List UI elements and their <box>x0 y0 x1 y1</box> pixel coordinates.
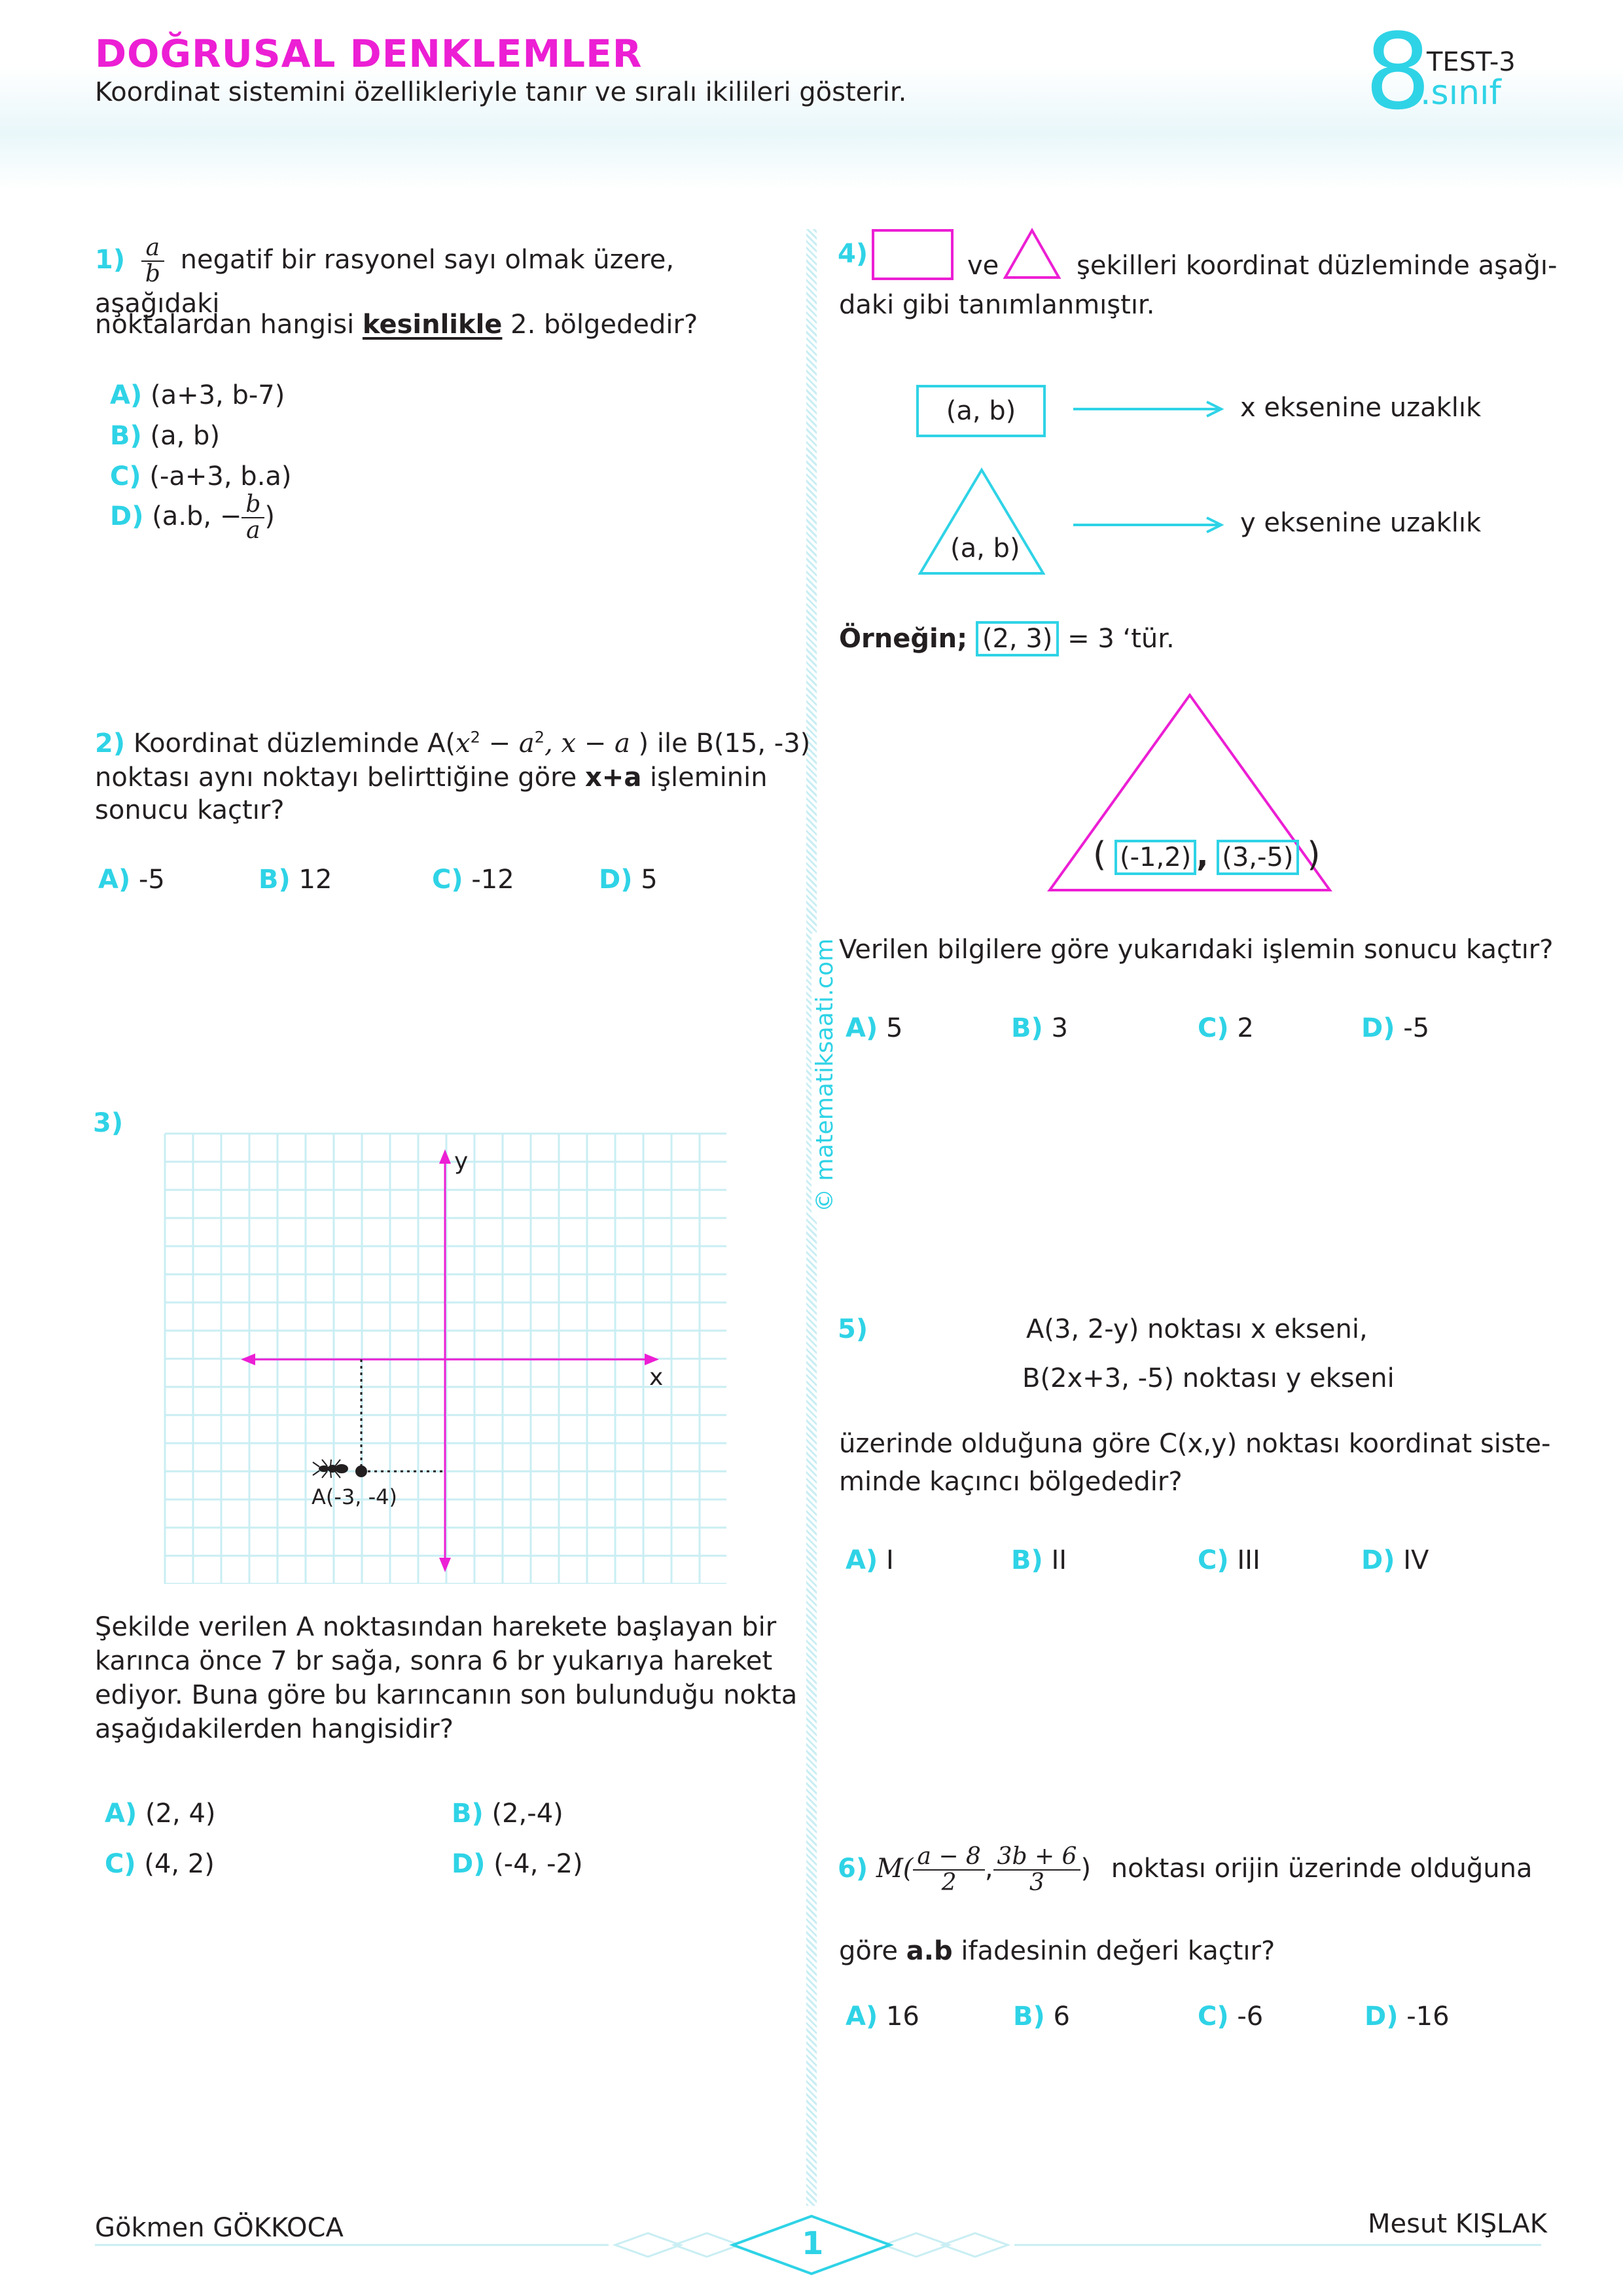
question-2-line2: noktası aynı noktayı belirttiğine göre x+a işleminin <box>95 762 768 793</box>
triangle-meaning: y eksenine uzaklık <box>1240 508 1482 538</box>
rectangle-shape-icon <box>872 229 954 280</box>
coordinate-grid <box>164 1126 726 1584</box>
emphasis-word: kesinlikle <box>362 310 503 340</box>
question-3-number: 3) <box>93 1108 124 1138</box>
watermark: © matematiksaati.com <box>812 933 838 1217</box>
q2-option-b[interactable]: B) 12 <box>259 865 332 895</box>
question-2-line3: sonucu kaçtır? <box>95 795 285 825</box>
triangle-shape-icon <box>1003 228 1061 280</box>
arrow-right-2 <box>1073 515 1230 535</box>
page-title: DOĞRUSAL DENKLEMLER <box>95 31 643 76</box>
question-6-line2: göre a.b ifadesinin değeri kaçtır? <box>839 1936 1275 1966</box>
arrow-right-1 <box>1073 399 1230 419</box>
q3-option-c[interactable]: C) (4, 2) <box>105 1849 215 1879</box>
y-axis-arrow-down <box>439 1558 451 1572</box>
page-number: 1 <box>802 2225 824 2262</box>
q4-option-b[interactable]: B) 3 <box>1011 1013 1068 1043</box>
ant-icon <box>313 1460 348 1478</box>
fraction-a-over-b: $\frac{a}{b}$ <box>141 236 164 287</box>
rectangle-definition-box: (a, b) <box>916 385 1046 437</box>
question-3-text: Şekilde verilen A noktasından harekete başlayan bir karınca önce 7 br sağa, sonra 6 br yukarıya hareket ediyor. Buna göre bu karıncanın son bulunduğu nokta aşağıdakilerden hangisidir? <box>95 1612 798 1744</box>
q5-line3: üzerinde olduğuna göre C(x,y) noktası koordinat siste- <box>839 1429 1551 1459</box>
q5-option-c[interactable]: C) III <box>1198 1545 1260 1575</box>
q6-option-a[interactable]: A) 16 <box>846 2001 919 2032</box>
q5-option-a[interactable]: A) I <box>846 1545 894 1575</box>
y-axis-label: y <box>454 1148 469 1175</box>
question-4-number: 4) <box>838 239 868 269</box>
fraction-1: $\frac{a - 8}{2}$ <box>913 1844 984 1895</box>
question-6-line1: 6) M( $\frac{a - 8}{2}$ , $\frac{3b + 6}{3}$ ) noktası orijin üzerinde olduğuna <box>838 1843 1533 1896</box>
q4-question: Verilen bilgilere göre yukarıdaki işlemin sonucu kaçtır? <box>839 935 1554 965</box>
grade-number: 8 <box>1364 10 1431 133</box>
page-subtitle: Koordinat sistemini özellikleriyle tanır ve sıralı ikilileri gösterir. <box>95 77 907 107</box>
q5-line4: minde kaçıncı bölgededir? <box>839 1467 1183 1497</box>
question-triangle-content: ( (-1,2) , (3,-5) ) <box>1093 835 1321 874</box>
q5-option-b[interactable]: B) II <box>1011 1545 1067 1575</box>
grade-word: .sınıf <box>1420 73 1501 113</box>
q1-option-d[interactable]: D) (a.b, − $\frac{b}{a}$ ) <box>110 491 276 544</box>
fraction-2: $\frac{3b + 6}{3}$ <box>993 1844 1081 1895</box>
test-label: TEST-3 <box>1427 47 1516 77</box>
y-axis-arrow-up <box>439 1149 451 1164</box>
example-rect-box: (2, 3) <box>976 621 1060 656</box>
q6-option-d[interactable]: D) -16 <box>1364 2001 1450 2032</box>
q1-option-a[interactable]: A) (a+3, b-7) <box>110 380 285 410</box>
q2-option-d[interactable]: D) 5 <box>599 865 658 895</box>
question-2-line1: 2) Koordinat düzleminde $A(x^2 - a^2$, x − a ) ile B(15, -3) <box>95 728 811 759</box>
q1-option-b[interactable]: B) (a, b) <box>110 421 221 451</box>
rect-box-1: (-1,2) <box>1115 840 1196 875</box>
q4-line1: şekilleri koordinat düzleminde aşağı- <box>1077 251 1558 281</box>
q2-option-c[interactable]: C) -12 <box>432 865 514 895</box>
rect-box-2: (3,-5) <box>1217 840 1298 875</box>
q5-option-d[interactable]: D) IV <box>1361 1545 1429 1575</box>
point-a <box>355 1465 367 1477</box>
q3-option-b[interactable]: B) (2,-4) <box>452 1799 563 1829</box>
question-number: 1) <box>95 244 126 275</box>
rectangle-meaning: x eksenine uzaklık <box>1240 393 1482 423</box>
q5-line1: A(3, 2-y) noktası x ekseni, <box>1026 1314 1368 1344</box>
x-axis-label: x <box>649 1364 664 1391</box>
fraction-b-over-a: $\frac{b}{a}$ <box>241 492 264 543</box>
footer-author-left: Gökmen GÖKKOCA <box>95 2213 344 2243</box>
q4-line2: daki gibi tanımlanmıştır. <box>839 290 1155 320</box>
q4-ve: ve <box>967 251 999 281</box>
q4-option-a[interactable]: A) 5 <box>846 1013 903 1043</box>
q6-option-b[interactable]: B) 6 <box>1013 2001 1070 2032</box>
q3-option-a[interactable]: A) (2, 4) <box>105 1799 216 1829</box>
q4-option-d[interactable]: D) -5 <box>1361 1013 1430 1043</box>
example-line: Örneğin; (2, 3) = 3 ‘tür. <box>839 622 1175 656</box>
question-5-number: 5) <box>838 1314 868 1344</box>
q3-option-d[interactable]: D) (-4, -2) <box>452 1849 583 1879</box>
point-a-label: A(-3, -4) <box>312 1484 398 1509</box>
x-axis-arrow-left <box>241 1354 255 1365</box>
footer-author-right: Mesut KIŞLAK <box>1368 2209 1547 2239</box>
q1-option-c[interactable]: C) (-a+3, b.a) <box>110 461 292 492</box>
q5-line2: B(2x+3, -5) noktası y ekseni <box>1022 1363 1395 1393</box>
q2-option-a[interactable]: A) -5 <box>98 865 165 895</box>
question-1: 1) $\frac{a}{b}$ negatif bir rasyonel sayı olmak üzere, aşağıdaki <box>95 234 675 319</box>
column-divider <box>806 229 817 2206</box>
triangle-definition-label: (a, b) <box>950 533 1020 564</box>
q6-option-c[interactable]: C) -6 <box>1198 2001 1264 2032</box>
question-1-line2: noktalardan hangisi kesinlikle 2. bölgededir? <box>95 310 698 340</box>
q4-option-c[interactable]: C) 2 <box>1198 1013 1254 1043</box>
